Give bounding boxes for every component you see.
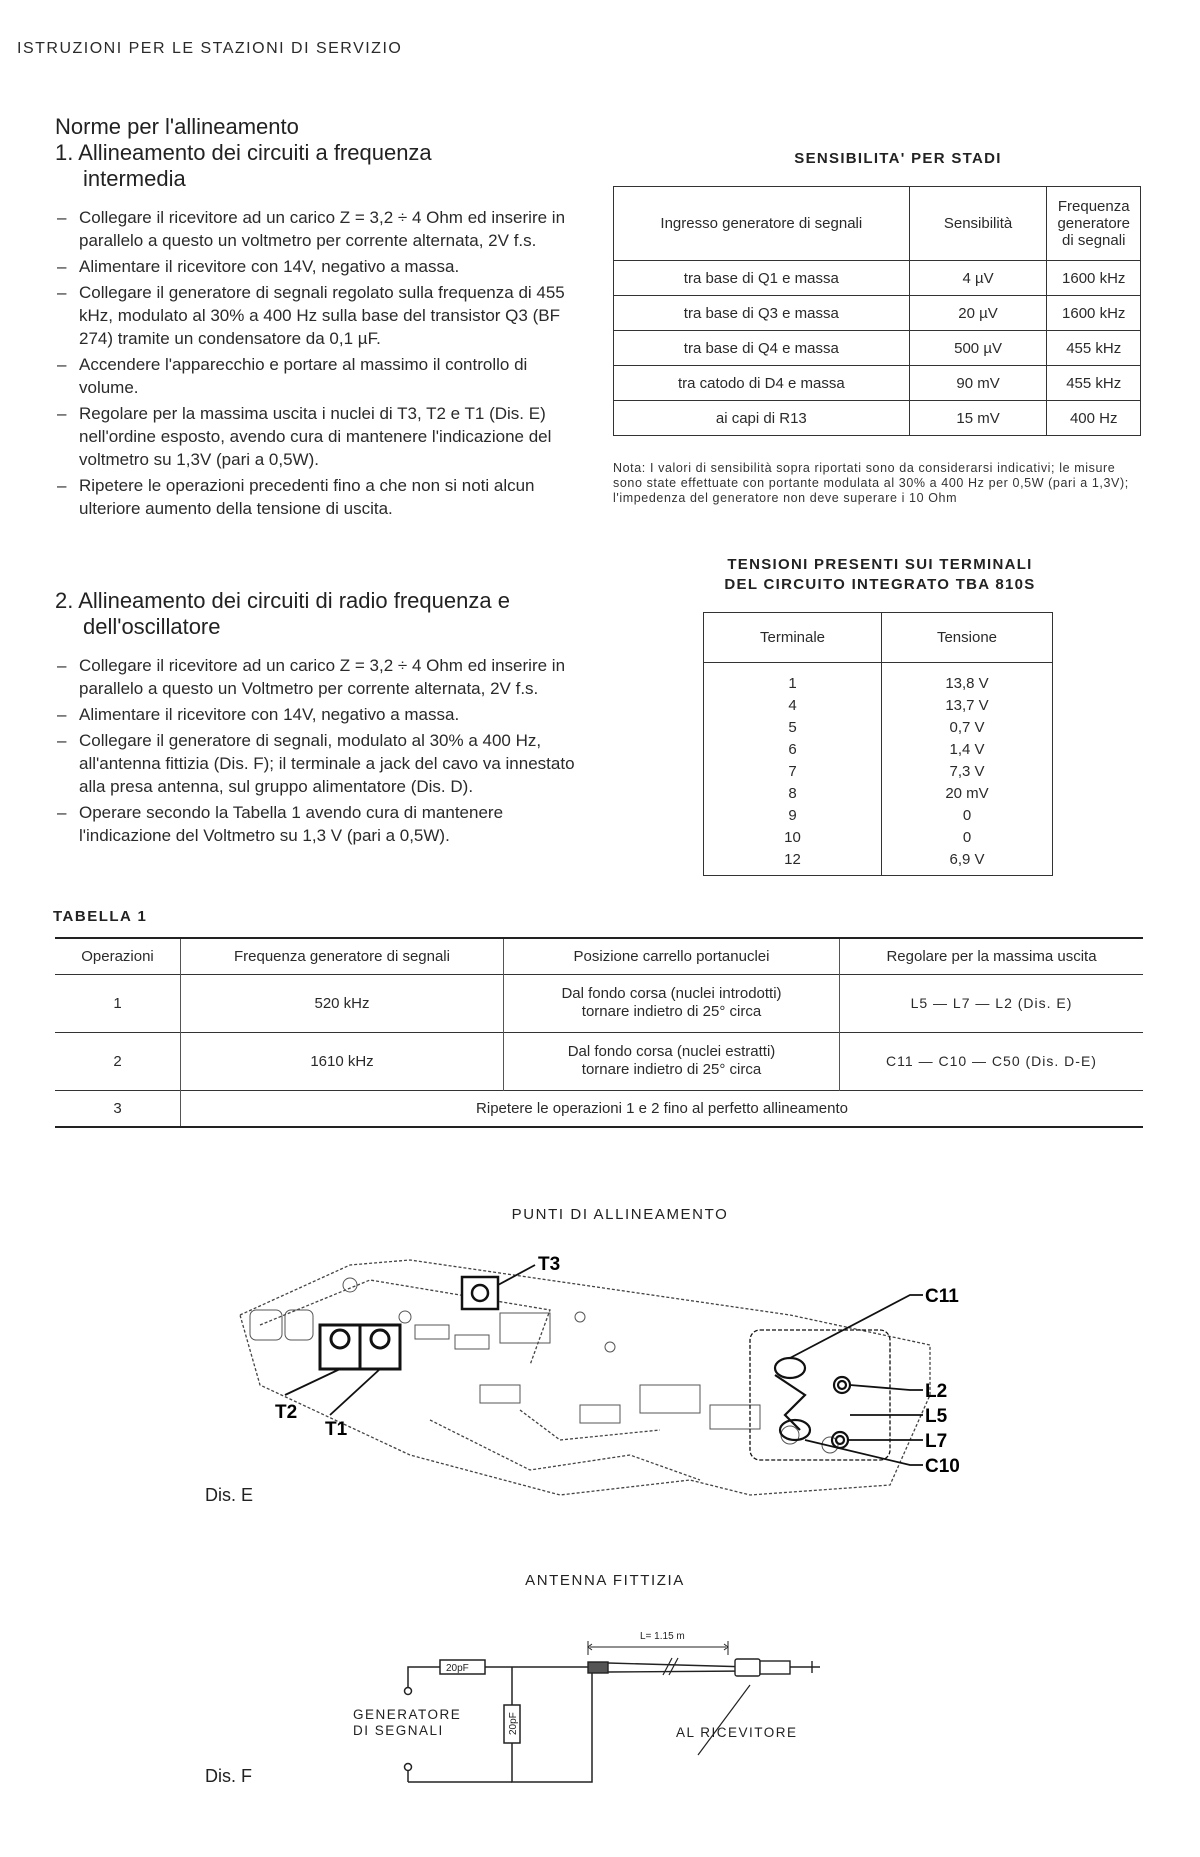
label-l5: L5 — [925, 1406, 948, 1427]
section-2-title-line1: 2. Allineamento dei circuiti di radio frequenza e — [55, 588, 510, 613]
generator-label-line1: GENERATORE — [353, 1707, 462, 1722]
table-cell — [504, 1032, 840, 1090]
list-item: – Collegare il ricevitore ad un carico Z = 3,2 ÷ 4 Ohm ed inserire in parallelo a questo un Voltmetro per corrente alternata, 2V f.s. — [55, 654, 585, 700]
table-cell: tra base di Q4 e massa — [614, 331, 910, 366]
label-c11: C11 — [925, 1286, 959, 1307]
list-item: – Operare secondo la Tabella 1 avendo cura di mantenere l'indicazione del Voltmetro su 1,3 V (pari a 0,5W). — [55, 801, 585, 847]
capacitor-shunt-label: 20pF — [508, 1712, 519, 1735]
table-cell: 90 mV — [909, 366, 1047, 401]
table-row — [55, 974, 1143, 1032]
position-line: Dal fondo corsa (nuclei introdotti) — [561, 985, 782, 1002]
receiver-pointer — [698, 1685, 750, 1755]
table-header: Terminale — [704, 613, 882, 663]
table-header: Tensione — [882, 613, 1053, 663]
label-t3: T3 — [538, 1255, 561, 1275]
voltage-value: 20 mV — [945, 785, 989, 802]
voltage-value: 0 — [962, 807, 972, 824]
cable-length-label: L= 1.15 m — [640, 1631, 685, 1642]
sensitivity-table — [613, 186, 1141, 436]
position-line: tornare indietro di 25° circa — [581, 1003, 762, 1020]
alignment-points-title: PUNTI DI ALLINEAMENTO — [511, 1206, 729, 1223]
dummy-antenna-title: ANTENNA FITTIZIA — [525, 1572, 685, 1589]
voltage-value: 1,4 V — [949, 741, 985, 758]
table-row — [614, 331, 1141, 366]
table-cell: Ripetere le operazioni 1 e 2 fino al perfetto allineamento — [476, 1099, 848, 1117]
list-item: – Alimentare il ricevitore con 14V, negativo a massa. — [55, 255, 585, 278]
section-1-title-line2: intermedia — [83, 166, 186, 191]
tabella-title: TABELLA 1 — [53, 908, 148, 925]
length-dimension — [588, 1641, 728, 1655]
coax-cable — [588, 1658, 820, 1676]
list-item: – Regolare per la massima uscita i nuclei di T3, T2 e T1 (Dis. E) nell'ordine esposto, avendo cura di mantenere l'indicazione del voltmetro su 1,3V (pari a 0,5W). — [55, 402, 585, 471]
table-header: Frequenza generatore di segnali — [1047, 187, 1141, 261]
table-cell: 455 kHz — [1047, 366, 1141, 401]
voltage-column — [882, 663, 1053, 876]
table-cell: tra base di Q3 e massa — [614, 296, 910, 331]
voltages-title-line2: DEL CIRCUITO INTEGRATO TBA 810S — [724, 576, 1036, 593]
coil-t3 — [462, 1277, 498, 1309]
section-1-steps — [55, 206, 585, 520]
terminal-value: 5 — [788, 719, 797, 736]
table-cell: tra catodo di D4 e massa — [614, 366, 910, 401]
label-t2: T2 — [275, 1402, 298, 1423]
table-body-row — [704, 663, 1053, 876]
terminal-value: 1 — [788, 675, 797, 692]
alignment-points-diagram — [230, 1255, 1050, 1520]
table-row — [614, 366, 1141, 401]
section-2 — [55, 588, 585, 850]
voltage-value: 6,9 V — [949, 851, 985, 868]
table-row — [55, 1090, 1143, 1127]
section-2-title — [55, 588, 585, 640]
table-header: Ingresso generatore di segnali — [614, 187, 910, 261]
label-t1: T1 — [325, 1419, 348, 1440]
table-cell: 2 — [55, 1032, 181, 1090]
list-item: – Collegare il ricevitore ad un carico Z = 3,2 ÷ 4 Ohm ed inserire in parallelo a questo un voltmetro per corrente alternata, 2V f.s. — [55, 206, 585, 252]
table-cell: 1610 kHz — [181, 1032, 504, 1090]
sensitivity-note: Nota: I valori di sensibilità sopra riportati sono da considerarsi indicativi; le misure sono state effettuate con portante modulata al 30% a 400 Hz per 0,5W (pari a 1,3V); l'impedenza del generatore non deve superare i 10 Ohm — [613, 461, 1129, 505]
table-row — [55, 1032, 1143, 1090]
section-title: Norme per l'allineamento — [55, 114, 299, 139]
label-l7: L7 — [925, 1431, 948, 1452]
figure-f-caption: Dis. F — [205, 1766, 252, 1786]
table-cell: 1600 kHz — [1047, 296, 1141, 331]
terminal-column — [704, 663, 882, 876]
table-cell: 400 Hz — [1047, 401, 1141, 436]
table-header: Regolare per la massima uscita — [886, 947, 1097, 965]
table-header: Frequenza generatore di segnali — [181, 938, 504, 974]
voltages-title-line1: TENSIONI PRESENTI SUI TERMINALI — [727, 556, 1033, 573]
table-cell: tra base di Q1 e massa — [614, 261, 910, 296]
table-cell: 3 — [55, 1090, 181, 1127]
capacitor-series-label: 20pF — [446, 1663, 469, 1674]
list-item: – Collegare il generatore di segnali, modulato al 30% a 400 Hz, all'antenna fittizia (Dis. F); il terminale a jack del cavo va innestato alla presa antenna, sul gruppo alimentatore (Dis. D). — [55, 729, 585, 798]
list-item: – Accendere l'apparecchio e portare al massimo il controllo di volume. — [55, 353, 585, 399]
label-c10: C10 — [925, 1456, 960, 1477]
table-cell: L5 — L7 — L2 (Dis. E) — [910, 995, 1073, 1011]
table-header: Posizione carrello portanuclei — [504, 938, 840, 974]
terminal-value: 9 — [788, 807, 797, 824]
voltage-value: 13,8 V — [945, 675, 989, 692]
terminal-value: 10 — [784, 829, 801, 846]
table-header: Operazioni — [55, 938, 181, 974]
sensitivity-title: SENSIBILITA' PER STADI — [794, 150, 1002, 167]
table-cell: 20 µV — [909, 296, 1047, 331]
voltage-value: 13,7 V — [945, 697, 989, 714]
table-cell: 520 kHz — [181, 974, 504, 1032]
table-row — [614, 296, 1141, 331]
to-receiver-label: AL RICEVITORE — [676, 1725, 798, 1740]
terminal-value: 8 — [788, 785, 797, 802]
tabella-1 — [55, 937, 1143, 1128]
terminal-value: 4 — [788, 697, 797, 714]
generator-label-line2: DI SEGNALI — [353, 1723, 444, 1738]
table-cell: C11 — C10 — C50 (Dis. D-E) — [886, 1053, 1097, 1069]
list-item: – Collegare il generatore di segnali regolato sulla frequenza di 455 kHz, modulato al 30% a 400 Hz sulla base del transistor Q3 (BF 274) tramite un condensatore da 0,1 µF. — [55, 281, 585, 350]
table-cell: 500 µV — [909, 331, 1047, 366]
voltage-value: 7,3 V — [949, 763, 985, 780]
table-header: Sensibilità — [909, 187, 1047, 261]
table-cell: 4 µV — [909, 261, 1047, 296]
section-1-title — [55, 140, 585, 192]
coil-t2 — [320, 1325, 360, 1369]
section-1 — [55, 140, 585, 523]
section-1-title-line1: 1. Allineamento dei circuiti a frequenza — [55, 140, 432, 165]
terminal-value: 12 — [784, 851, 801, 868]
position-line: Dal fondo corsa (nuclei estratti) — [567, 1043, 776, 1060]
figure-e-caption: Dis. E — [205, 1485, 254, 1505]
section-2-steps — [55, 654, 585, 847]
voltages-title — [680, 555, 1080, 595]
terminal-value: 7 — [788, 763, 797, 780]
position-line: tornare indietro di 25° circa — [581, 1061, 762, 1078]
table-cell — [504, 974, 840, 1032]
table-row — [614, 261, 1141, 296]
dummy-antenna-diagram — [340, 1625, 840, 1790]
section-2-title-line2: dell'oscillatore — [83, 614, 221, 639]
table-cell: 1600 kHz — [1047, 261, 1141, 296]
table-cell: 1 — [55, 974, 181, 1032]
voltage-value: 0 — [962, 829, 972, 846]
terminal-value: 6 — [788, 741, 797, 758]
page-header: ISTRUZIONI PER LE STAZIONI DI SERVIZIO — [17, 40, 403, 57]
list-item: – Ripetere le operazioni precedenti fino a che non si noti alcun ulteriore aumento della tensione di uscita. — [55, 474, 585, 520]
voltage-value: 0,7 V — [949, 719, 985, 736]
table-row — [614, 401, 1141, 436]
table-cell: 455 kHz — [1047, 331, 1141, 366]
voltages-table — [703, 612, 1053, 876]
list-item: – Alimentare il ricevitore con 14V, negativo a massa. — [55, 703, 585, 726]
label-l2: L2 — [925, 1381, 948, 1402]
coil-t1 — [360, 1325, 400, 1369]
table-cell: 15 mV — [909, 401, 1047, 436]
table-cell: ai capi di R13 — [614, 401, 910, 436]
